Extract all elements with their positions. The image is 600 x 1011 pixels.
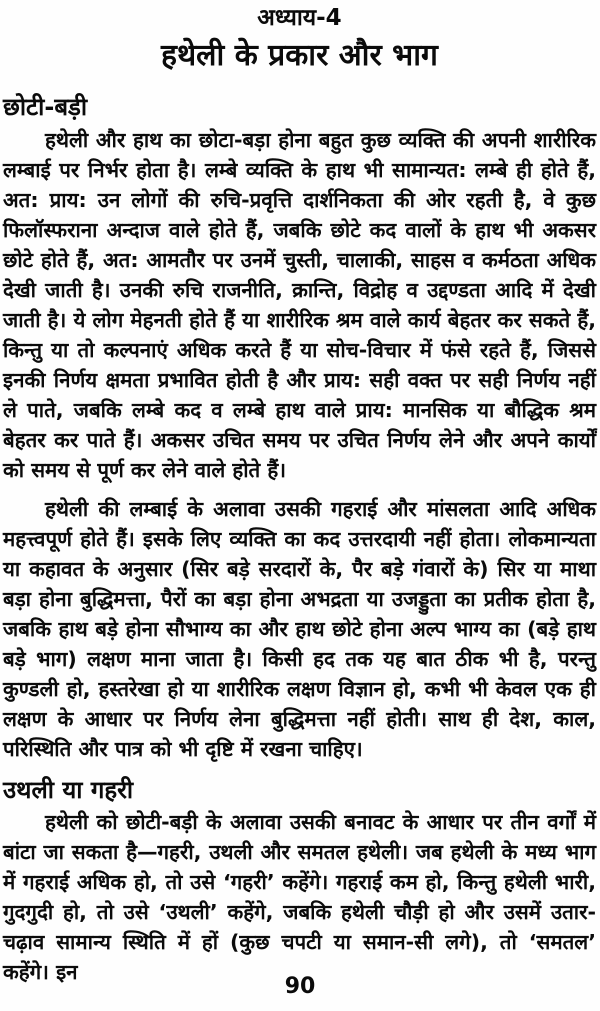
paragraph: हथेली की लम्बाई के अलावा उसकी गहराई और मांसलता आदि अधिक महत्त्वपूर्ण होते हैं। इसके लिए व्यक्ति का कद उत्तरदायी नहीं होता। लोकमान्यता या कहावत के अनुसार (सिर बड़े सरदारों के, पैर बड़े गंवारों के) सिर या माथा बड़ा होना बुद्धिमत्ता, पैरों का बड़ा होना अभद्रता या उजड्डुता का प्रतीक होता है, जबकि हाथ बड़े होना सौभाग्य का और हाथ छोटे होना अल्प भाग्य का (बड़े हाथ बड़े भाग) लक्षण माना जाता है। किसी हद तक यह बात ठीक भी है, परन्तु कुण्डली हो, हस्तरेखा हो या शारीरिक लक्षण विज्ञान हो, कभी भी केवल एक ही लक्षण के आधार पर निर्णय लेना बुद्धिमत्ता नहीं होती। साथ ही देश, काल, परिस्थिति और पात्र को भी दृष्टि में रखना चाहिए। <box>3 496 596 761</box>
section-uthli-ya-gahri <box>3 776 596 988</box>
chapter-label: अध्याय-4 <box>257 5 342 31</box>
page-title: हथेली के प्रकार और भाग <box>161 37 438 73</box>
paragraph: हथेली और हाथ का छोटा-बड़ा होना बहुत कुछ व्यक्ति की अपनी शारीरिक लम्बाई पर निर्भर होता है। लम्बे व्यक्ति के हाथ भी सामान्यत: लम्बे ही होते हैं, अत: प्राय: उन लोगों की रुचि-प्रवृत्ति दार्शनिकता की ओर रहती है, वे कुछ फिलॉस्फराना अन्दाज वाले होते हैं, जबकि छोटे कद वालों के हाथ भी अकसर छोटे होते हैं, अत: आमतौर पर उनमें चुस्ती, चालाकी, साहस व कर्मठता अधिक देखी जाती है। उनकी रुचि राजनीति, क्रान्ति, विद्रोह व उद्दण्डता आदि में देखी जाती है। ये लोग मेहनती होते हैं या शारीरिक श्रम वाले कार्य बेहतर कर सकते हैं, किन्तु या तो कल्पनाएं अधिक करते हैं या सोच-विचार में फंसे रहते हैं, जिससे इनकी निर्णय क्षमता प्रभावित होती है और प्राय: सही वक्त पर सही निर्णय नहीं ले पाते, जबकि लम्बे कद व लम्बे हाथ वाले प्राय: मानसिक या बौद्धिक श्रम बेहतर कर पाते हैं। अकसर उचित समय पर उचित निर्णय लेने और अपने कार्यों को समय से पूर्ण कर लेने वाले होते हैं। <box>3 127 596 482</box>
paragraph: हथेली को छोटी-बड़ी के अलावा उसकी बनावट के आधार पर तीन वर्गों में बांटा जा सकता है—गहरी, उथली और समतल हथेली। जब हथेली के मध्य भाग में गहराई अधिक हो, तो उसे ‘गहरी’ कहेंगे। गहराई कम हो, किन्तु हथेली भारी, गुदगुदी हो, तो उसे ‘उथली’ कहेंगे, जबकि हथेली चौड़ी हो और उसमें उतार-चढ़ाव सामान्य स्थिति में हों (कुछ चपटी या समान-सी लगे), तो ‘समतल’ कहेंगे। इन <box>3 810 596 985</box>
page-number: 90 <box>284 974 316 999</box>
section-heading-uthli-ya-gahri: उथली या गहरी <box>3 775 134 804</box>
section-heading-chhoti-badi: छोटी-बड़ी <box>3 92 88 121</box>
section-chhoti-badi <box>3 93 596 764</box>
